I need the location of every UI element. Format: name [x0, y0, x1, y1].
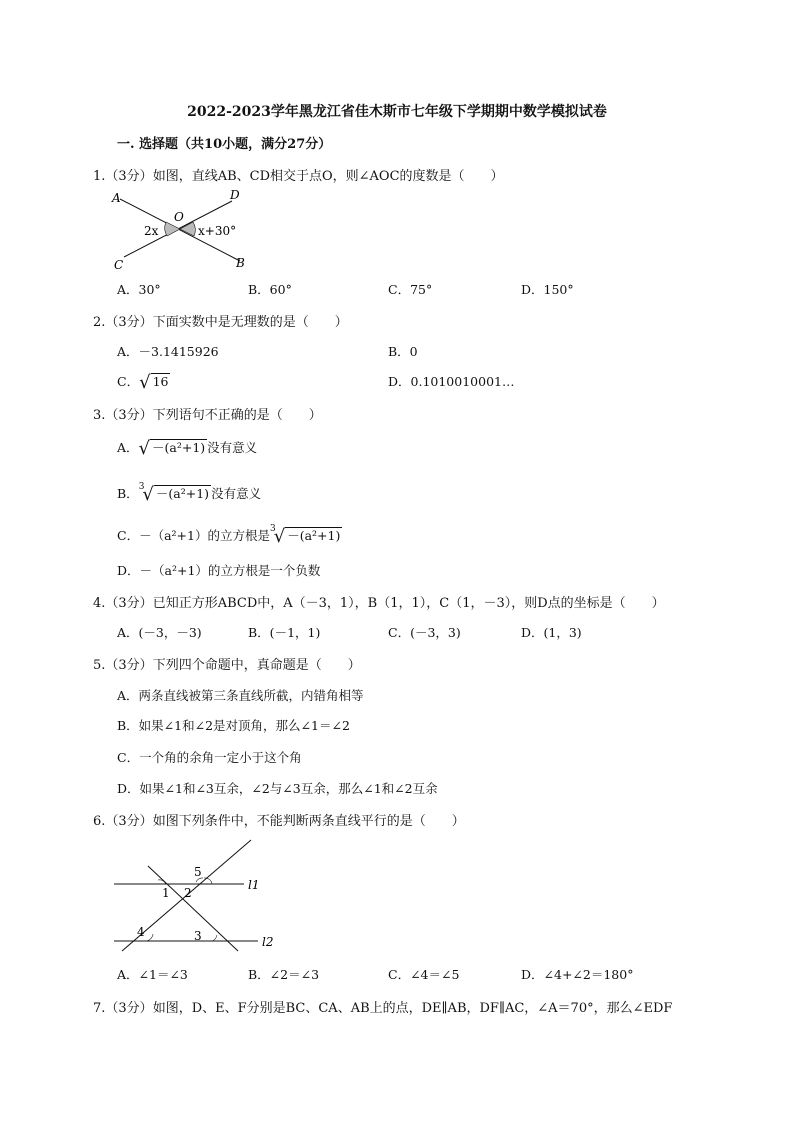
question-text: 下列语句不正确的是（ ）	[152, 408, 322, 423]
option-D[interactable]: D．－（a²+1）的立方根是一个负数	[117, 563, 321, 578]
question-text: 下列四个命题中，真命题是（ ）	[152, 658, 361, 673]
radicand: －(a²+1)	[152, 440, 206, 455]
cube-root-symbol: $^3$√ －(a²+1)	[138, 482, 210, 505]
label-A: A	[112, 191, 121, 205]
question-text: 已知正方形ABCD中，A（－3，1），B（1，1），C（1，－3），则D点的坐标是（ ）	[152, 596, 665, 611]
option-B[interactable]: B．∠2＝∠3	[248, 967, 320, 982]
option-B[interactable]: B．(－1，1)	[248, 625, 321, 640]
question-score: （3分）	[105, 1001, 153, 1016]
question-4-stem	[93, 592, 665, 611]
label-2x: 2x	[144, 224, 159, 238]
option-A[interactable]: A．∠1＝∠3	[117, 967, 188, 982]
label-O: O	[174, 210, 184, 224]
sqrt-symbol: √ －(a²+1)	[138, 438, 206, 459]
option-B[interactable]: B．如果∠1和∠2是对顶角，那么∠1＝∠2	[117, 718, 350, 733]
option-text: C．－（a²+1）的立方根是	[117, 528, 270, 543]
question-number: 4.	[93, 596, 106, 611]
question-3-stem	[93, 404, 322, 423]
section-heading: 一. 选择题（共10小题，满分27分）	[117, 137, 332, 152]
option-C[interactable]: C．(－3，3)	[388, 625, 461, 640]
question-score: （3分）	[105, 814, 153, 829]
radicand: 16	[152, 374, 169, 389]
question-number: 5.	[93, 658, 106, 673]
question-number: 1.	[93, 169, 106, 184]
label-C: C	[114, 258, 124, 272]
option-A[interactable]: A．(－3，－3)	[117, 625, 202, 640]
label-4: 4	[137, 925, 145, 939]
sqrt-symbol: √ 16	[139, 372, 169, 393]
option-text: 没有意义	[207, 440, 258, 455]
option-C[interactable]: C．75°	[388, 282, 433, 297]
option-A[interactable]: A．两条直线被第三条直线所截，内错角相等	[117, 688, 364, 703]
option-C[interactable]: C．∠4＝∠5	[388, 967, 460, 982]
question-text: 如图，直线AB、CD相交于点O，则∠AOC的度数是（ ）	[152, 169, 504, 184]
question-score: （3分）	[105, 596, 153, 611]
option-A[interactable]	[117, 438, 257, 459]
option-D[interactable]: D．如果∠1和∠3互余，∠2与∠3互余，那么∠1和∠2互余	[117, 781, 438, 796]
question-5-stem	[93, 654, 361, 673]
question-7-stem	[93, 997, 672, 1016]
option-B[interactable]: B．0	[388, 344, 418, 359]
option-D[interactable]: D．0.1010010001…	[388, 374, 515, 389]
option-D[interactable]: D．(1，3)	[521, 625, 582, 640]
question-score: （3分）	[105, 408, 153, 423]
label-D: D	[230, 188, 240, 202]
label-l1: l1	[248, 878, 260, 892]
label-B: B	[236, 256, 245, 270]
option-D[interactable]: D．∠4+∠2＝180°	[521, 967, 634, 982]
option-label: A．	[117, 440, 139, 455]
root-index: 3	[269, 524, 276, 534]
question-1-stem	[93, 165, 504, 184]
figure-intersecting-lines	[108, 185, 258, 275]
option-B[interactable]	[117, 482, 261, 505]
figure-parallel-lines	[108, 838, 288, 953]
radicand: －(a²+1)	[155, 486, 210, 501]
question-score: （3分）	[105, 169, 153, 184]
question-number: 7.	[93, 1001, 106, 1016]
option-B[interactable]: B．60°	[248, 282, 292, 297]
option-D[interactable]: D．150°	[521, 282, 574, 297]
option-C[interactable]: C．一个角的余角一定小于这个角	[117, 750, 302, 765]
label-5: 5	[194, 865, 202, 879]
label-1: 1	[162, 886, 170, 900]
root-index: 3	[138, 482, 145, 492]
radicand: －(a²+1)	[287, 528, 341, 543]
question-2-stem	[93, 311, 348, 330]
question-number: 6.	[93, 814, 106, 829]
question-6-stem	[93, 810, 465, 829]
question-text: 如图下列条件中，不能判断两条直线平行的是（ ）	[152, 814, 465, 829]
question-score: （3分）	[105, 658, 153, 673]
cube-root-symbol: $^3$√ －(a²+1)	[269, 524, 341, 547]
question-score: （3分）	[105, 315, 153, 330]
label-x30: x+30°	[198, 224, 237, 238]
option-A[interactable]: A．－3.1415926	[117, 344, 219, 359]
question-number: 2.	[93, 315, 106, 330]
question-text: 如图，D、E、F分别是BC、CA、AB上的点，DE∥AB，DF∥AC，∠A＝70°，那么∠EDF	[152, 1001, 673, 1016]
option-label: B．	[117, 486, 139, 501]
question-text: 下面实数中是无理数的是（ ）	[152, 315, 348, 330]
label-2: 2	[184, 886, 192, 900]
option-C[interactable]	[117, 524, 342, 547]
option-text: 没有意义	[211, 486, 262, 501]
option-C[interactable]: C．√ 16	[117, 372, 169, 393]
question-number: 3.	[93, 408, 106, 423]
exam-title: 2022-2023学年黑龙江省佳木斯市七年级下学期期中数学模拟试卷	[187, 104, 607, 120]
option-A[interactable]: A．30°	[117, 282, 161, 297]
label-3: 3	[194, 929, 202, 943]
label-l2: l2	[262, 935, 274, 949]
